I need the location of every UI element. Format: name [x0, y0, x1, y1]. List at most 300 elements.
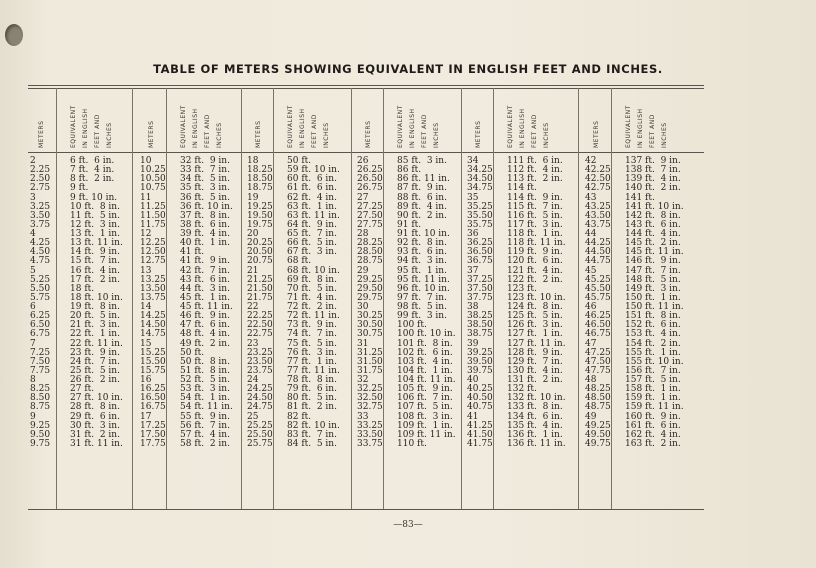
- meters-cell: 33.25: [357, 420, 383, 431]
- meters-cell: 6.25: [30, 311, 51, 322]
- equivalent-cell: 126 ft. 3 in.: [507, 320, 563, 331]
- meters-cell: 18.25: [247, 165, 273, 176]
- meters-cell: 19.75: [247, 219, 273, 230]
- equivalent-cell: 36 ft. 5 in.: [180, 192, 230, 203]
- equivalent-cell: 31 ft. 11 in.: [70, 438, 123, 449]
- meters-cell: 43.50: [585, 210, 611, 221]
- equivalent-column: [287, 157, 340, 449]
- equivalent-cell: 97 ft. 7 in.: [397, 292, 447, 303]
- equivalent-cell: 63 ft. 1 in.: [287, 201, 337, 212]
- meters-cell: 10.75: [140, 183, 166, 194]
- meters-cell: 29.75: [357, 292, 383, 303]
- meters-column: [585, 157, 611, 449]
- equivalent-cell: 21 ft. 3 in.: [70, 320, 120, 331]
- meters-cell: 43: [585, 192, 597, 203]
- equivalent-cell: 104 ft. 1 in.: [397, 365, 453, 376]
- equivalent-cell: 148 ft. 5 in.: [625, 274, 681, 285]
- equivalent-cell: 146 ft. 9 in.: [625, 256, 681, 267]
- meters-cell: 11.25: [140, 201, 166, 212]
- equivalent-column: [180, 157, 233, 449]
- group-divider: [578, 88, 579, 509]
- equivalent-cell: 157 ft. 5 in.: [625, 375, 681, 385]
- meters-cell: 23.25: [247, 347, 273, 358]
- meters-cell: 40.25: [467, 384, 493, 395]
- meters-cell: 37.75: [467, 292, 493, 303]
- equivalent-cell: 13 ft. 11 in.: [70, 238, 123, 249]
- equivalent-cell: 34 ft. 5 in.: [180, 174, 230, 185]
- meters-cell: 36.50: [467, 247, 493, 258]
- equivalent-cell: 6 ft. 6 in.: [70, 156, 115, 166]
- equivalent-cell: 122 ft. 2 in.: [507, 274, 563, 285]
- equivalent-cell: 116 ft. 5 in.: [507, 210, 563, 221]
- equivalent-cell: 83 ft. 7 in.: [287, 429, 337, 440]
- meters-cell: 38.50: [467, 320, 493, 331]
- meters-cell: 19.25: [247, 201, 273, 212]
- equivalent-cell: 67 ft. 3 in.: [287, 247, 337, 258]
- equivalent-cell: 151 ft. 8 in.: [625, 311, 681, 322]
- meters-cell: 49.25: [585, 420, 611, 431]
- equivalent-cell: 59 ft. 10 in.: [287, 165, 340, 176]
- equivalent-cell: 152 ft. 6 in.: [625, 320, 681, 331]
- equivalent-cell: 30 ft. 3 in.: [70, 420, 120, 431]
- equivalent-cell: 77 ft. 1 in.: [287, 356, 337, 367]
- equivalent-column: [625, 157, 684, 449]
- equivalent-cell: 73 ft. 9 in.: [287, 320, 337, 331]
- equivalent-cell: 39 ft. 4 in.: [180, 229, 230, 239]
- equivalent-cell: 110 ft.: [397, 438, 427, 449]
- equivalent-cell: 162 ft. 4 in.: [625, 429, 681, 440]
- group-divider: [351, 88, 352, 509]
- meters-cell: 13.50: [140, 283, 166, 294]
- meters-cell: 6: [30, 302, 36, 312]
- equivalent-cell: 149 ft. 3 in.: [625, 283, 681, 294]
- meters-cell: 14: [140, 302, 152, 312]
- equivalent-cell: 124 ft. 8 in.: [507, 302, 563, 312]
- meters-cell: 8.75: [30, 402, 51, 413]
- meters-cell: 25.50: [247, 429, 273, 440]
- meters-cell: 37.25: [467, 274, 493, 285]
- equivalent-header-label: IN ENGLISH: [192, 108, 199, 148]
- meters-cell: 44.50: [585, 247, 611, 258]
- equivalent-cell: 144 ft. 4 in.: [625, 229, 681, 239]
- meters-cell: 24.50: [247, 393, 273, 404]
- equivalent-header-label: IN ENGLISH: [519, 108, 526, 148]
- meters-cell: 48.50: [585, 393, 611, 404]
- meters-cell: 9: [30, 411, 36, 422]
- equivalent-cell: 37 ft. 8 in.: [180, 210, 230, 221]
- meters-cell: 33.50: [357, 429, 383, 440]
- equivalent-cell: 40 ft. 1 in.: [180, 238, 230, 249]
- equivalent-cell: 119 ft. 9 in.: [507, 247, 563, 258]
- equivalent-cell: 48 ft. 4 in.: [180, 329, 230, 340]
- meters-cell: 48.75: [585, 402, 611, 413]
- meters-cell: 43.75: [585, 219, 611, 230]
- equivalent-header-label: IN ENGLISH: [82, 108, 89, 148]
- equivalent-cell: 71 ft. 4 in.: [287, 292, 337, 303]
- equivalent-cell: 131 ft. 2 in.: [507, 375, 563, 385]
- meters-cell: 29.50: [357, 283, 383, 294]
- equivalent-header-label: EQUIVALENT: [180, 105, 187, 148]
- meters-cell: 42.50: [585, 174, 611, 185]
- equivalent-cell: 112 ft. 4 in.: [507, 165, 563, 176]
- meters-cell: 37: [467, 265, 479, 276]
- equivalent-cell: 103 ft. 4 in.: [397, 356, 453, 367]
- group-divider: [241, 88, 242, 509]
- meters-cell: 46.75: [585, 329, 611, 340]
- equivalent-cell: 68 ft. 10 in.: [287, 265, 340, 276]
- equivalent-cell: 43 ft. 6 in.: [180, 274, 230, 285]
- equivalent-cell: 156 ft. 7 in.: [625, 365, 681, 376]
- meters-cell: 32.50: [357, 393, 383, 404]
- equivalent-cell: 155 ft. 10 in.: [625, 356, 684, 367]
- meters-cell: 4.25: [30, 238, 51, 249]
- meters-cell: 35.50: [467, 210, 493, 221]
- meters-cell: 46.50: [585, 320, 611, 331]
- equivalent-cell: 75 ft. 5 in.: [287, 338, 337, 349]
- equivalent-cell: 19 ft. 8 in.: [70, 302, 120, 312]
- equivalent-cell: 102 ft. 6 in.: [397, 347, 453, 358]
- equivalent-cell: 14 ft. 9 in.: [70, 247, 120, 258]
- column-divider: [56, 88, 57, 509]
- meters-cell: 26.25: [357, 165, 383, 176]
- meters-cell: 31.75: [357, 365, 383, 376]
- equivalent-cell: 91 ft. 10 in.: [397, 229, 450, 239]
- meters-column: [467, 157, 493, 449]
- equivalent-cell: 27 ft. 10 in.: [70, 393, 123, 404]
- meters-cell: 28.25: [357, 238, 383, 249]
- meters-cell: 4: [30, 229, 36, 239]
- meters-cell: 4.50: [30, 247, 51, 258]
- meters-cell: 12.75: [140, 256, 166, 267]
- equivalent-cell: 32 ft. 9 in.: [180, 156, 230, 166]
- meters-cell: 19: [247, 192, 259, 203]
- equivalent-cell: 79 ft. 6 in.: [287, 384, 337, 395]
- meters-cell: 16.75: [140, 402, 166, 413]
- meters-cell: 12.25: [140, 238, 166, 249]
- equivalent-cell: 132 ft.: [507, 384, 537, 395]
- equivalent-cell: 99 ft. 3 in.: [397, 311, 447, 322]
- equivalent-cell: 25 ft. 5 in.: [70, 365, 120, 376]
- equivalent-cell: 98 ft. 5 in.: [397, 302, 447, 312]
- equivalent-cell: 49 ft. 2 in.: [180, 338, 230, 349]
- meters-cell: 2.25: [30, 165, 51, 176]
- group-divider: [132, 88, 133, 509]
- equivalent-cell: 159 ft. 11 in.: [625, 402, 684, 413]
- equivalent-header-label: INCHES: [106, 122, 113, 148]
- meters-cell: 24.25: [247, 384, 273, 395]
- equivalent-cell: 8 ft. 2 in.: [70, 174, 115, 185]
- meters-cell: 5.50: [30, 283, 51, 294]
- meters-cell: 12: [140, 229, 152, 239]
- equivalent-cell: 82 ft.: [287, 411, 312, 422]
- equivalent-cell: 77 ft. 11 in.: [287, 365, 340, 376]
- equivalent-cell: 140 ft. 2 in.: [625, 183, 681, 194]
- meters-cell: 26.75: [357, 183, 383, 194]
- equivalent-cell: 41 ft. 9 in.: [180, 256, 230, 267]
- meters-cell: 32: [357, 375, 369, 385]
- equivalent-cell: 134 ft. 6 in.: [507, 411, 563, 422]
- meters-column: [357, 157, 383, 449]
- meters-cell: 36.75: [467, 256, 493, 267]
- meters-cell: 16.50: [140, 393, 166, 404]
- column-divider: [383, 88, 384, 509]
- meters-cell: 33: [357, 411, 369, 422]
- equivalent-cell: 85 ft. 3 in.: [397, 156, 447, 166]
- meters-cell: 38.25: [467, 311, 493, 322]
- equivalent-cell: 23 ft. 9 in.: [70, 347, 120, 358]
- meters-cell: 18.75: [247, 183, 273, 194]
- equivalent-cell: 160 ft. 9 in.: [625, 411, 681, 422]
- equivalent-header-label: INCHES: [433, 122, 440, 148]
- meters-cell: 39.50: [467, 356, 493, 367]
- equivalent-cell: 123 ft.: [507, 283, 537, 294]
- equivalent-cell: 53 ft. 3 in.: [180, 384, 230, 395]
- equivalent-header-label: EQUIVALENT: [70, 105, 77, 148]
- meters-cell: 23.50: [247, 356, 273, 367]
- meters-header-label: METERS: [475, 120, 482, 148]
- equivalent-header-label: EQUIVALENT: [625, 105, 632, 148]
- meters-cell: 45.75: [585, 292, 611, 303]
- meters-cell: 49: [585, 411, 597, 422]
- equivalent-header-label: FEET AND: [649, 114, 656, 148]
- meters-cell: 31.25: [357, 347, 383, 358]
- meters-cell: 6.50: [30, 320, 51, 331]
- meters-cell: 22: [247, 302, 259, 312]
- meters-column: [140, 157, 166, 449]
- meters-cell: 39.75: [467, 365, 493, 376]
- meters-cell: 23.75: [247, 365, 273, 376]
- equivalent-cell: 96 ft. 10 in.: [397, 283, 450, 294]
- equivalent-cell: 17 ft. 2 in.: [70, 274, 120, 285]
- equivalent-cell: 22 ft. 1 in.: [70, 329, 120, 340]
- meters-cell: 9.75: [30, 438, 51, 449]
- meters-cell: 40: [467, 375, 479, 385]
- meters-column: [30, 157, 50, 449]
- equivalent-column: [70, 157, 123, 449]
- equivalent-column: [507, 157, 566, 449]
- equivalent-cell: 114 ft.: [507, 183, 537, 194]
- meters-cell: 37.50: [467, 283, 493, 294]
- equivalent-header-label: FEET AND: [204, 114, 211, 148]
- equivalent-cell: 57 ft. 4 in.: [180, 429, 230, 440]
- equivalent-cell: 120 ft. 6 in.: [507, 256, 563, 267]
- meters-cell: 22.75: [247, 329, 273, 340]
- equivalent-cell: 28 ft. 8 in.: [70, 402, 120, 413]
- equivalent-cell: 111 ft. 6 in.: [507, 156, 563, 166]
- meters-cell: 20: [247, 229, 259, 239]
- equivalent-cell: 10 ft. 8 in.: [70, 201, 120, 212]
- equivalent-header-label: INCHES: [216, 122, 223, 148]
- meters-cell: 48: [585, 375, 597, 385]
- equivalent-cell: 101 ft. 8 in.: [397, 338, 453, 349]
- meters-cell: 29.25: [357, 274, 383, 285]
- meters-cell: 7.25: [30, 347, 51, 358]
- meters-cell: 44: [585, 229, 597, 239]
- meters-cell: 45.50: [585, 283, 611, 294]
- meters-cell: 40.50: [467, 393, 493, 404]
- group-divider: [461, 88, 462, 509]
- meters-cell: 35.75: [467, 219, 493, 230]
- equivalent-cell: 45 ft. 1 in.: [180, 292, 230, 303]
- meters-cell: 30.25: [357, 311, 383, 322]
- equivalent-header-label: EQUIVALENT: [287, 105, 294, 148]
- meters-cell: 21.75: [247, 292, 273, 303]
- equivalent-cell: 86 ft.: [397, 165, 422, 176]
- equivalent-cell: 106 ft. 7 in.: [397, 393, 453, 404]
- meters-cell: 20.25: [247, 238, 273, 249]
- meters-cell: 31.50: [357, 356, 383, 367]
- equivalent-cell: 100 ft. 10 in.: [397, 329, 456, 340]
- meters-cell: 17: [140, 411, 152, 422]
- equivalent-cell: 147 ft. 7 in.: [625, 265, 681, 276]
- meters-cell: 9.25: [30, 420, 51, 431]
- equivalent-cell: 95 ft. 1 in.: [397, 265, 447, 276]
- equivalent-cell: 139 ft. 4 in.: [625, 174, 681, 185]
- equivalent-cell: 50 ft.: [180, 347, 205, 358]
- meters-cell: 46.25: [585, 311, 611, 322]
- meters-cell: 32.75: [357, 402, 383, 413]
- equivalent-cell: 94 ft. 3 in.: [397, 256, 447, 267]
- equivalent-cell: 50 ft. 8 in.: [180, 356, 230, 367]
- equivalent-cell: 24 ft. 7 in.: [70, 356, 120, 367]
- meters-cell: 14.75: [140, 329, 166, 340]
- equivalent-header-label: FEET AND: [311, 114, 318, 148]
- equivalent-cell: 45 ft. 11 in.: [180, 302, 233, 312]
- meters-cell: 41.75: [467, 438, 493, 449]
- meters-cell: 41.25: [467, 420, 493, 431]
- meters-cell: 34.25: [467, 165, 493, 176]
- meters-cell: 4.75: [30, 256, 51, 267]
- equivalent-cell: 143 ft. 6 in.: [625, 219, 681, 230]
- meters-cell: 44.25: [585, 238, 611, 249]
- equivalent-cell: 150 ft. 1 in.: [625, 292, 681, 303]
- equivalent-cell: 84 ft. 5 in.: [287, 438, 337, 449]
- equivalent-cell: 91 ft.: [397, 219, 422, 230]
- meters-cell: 34.75: [467, 183, 493, 194]
- equivalent-cell: 50 ft.: [287, 156, 312, 166]
- meters-header-label: METERS: [593, 120, 600, 148]
- equivalent-cell: 74 ft. 7 in.: [287, 329, 337, 340]
- equivalent-cell: 33 ft. 7 in.: [180, 165, 230, 176]
- meters-header-label: METERS: [38, 120, 45, 148]
- meters-cell: 13.25: [140, 274, 166, 285]
- equivalent-cell: 107 ft. 5 in.: [397, 402, 453, 413]
- equivalent-cell: 62 ft. 4 in.: [287, 192, 337, 203]
- equivalent-cell: 64 ft. 9 in.: [287, 219, 337, 230]
- meters-cell: 38.75: [467, 329, 493, 340]
- meters-cell: 47: [585, 338, 597, 349]
- meters-cell: 43.25: [585, 201, 611, 212]
- equivalent-cell: 82 ft. 10 in.: [287, 420, 340, 431]
- meters-cell: 28.75: [357, 256, 383, 267]
- equivalent-cell: 108 ft. 3 in.: [397, 411, 453, 422]
- column-divider: [166, 88, 167, 509]
- meters-cell: 27.75: [357, 219, 383, 230]
- equivalent-header-label: IN ENGLISH: [637, 108, 644, 148]
- meters-cell: 32.25: [357, 384, 383, 395]
- equivalent-cell: 129 ft. 7 in.: [507, 356, 563, 367]
- equivalent-cell: 86 ft. 11 in.: [397, 174, 450, 185]
- meters-cell: 35.25: [467, 201, 493, 212]
- meters-cell: 17.50: [140, 429, 166, 440]
- equivalent-cell: 163 ft. 2 in.: [625, 438, 681, 449]
- equivalent-header-label: IN ENGLISH: [409, 108, 416, 148]
- meters-cell: 8.25: [30, 384, 51, 395]
- meters-cell: 17.75: [140, 438, 166, 449]
- equivalent-cell: 137 ft. 9 in.: [625, 156, 681, 166]
- equivalent-cell: 72 ft. 2 in.: [287, 302, 337, 312]
- equivalent-cell: 47 ft. 6 in.: [180, 320, 230, 331]
- meters-cell: 21.25: [247, 274, 273, 285]
- meters-cell: 13.75: [140, 292, 166, 303]
- meters-cell: 5.25: [30, 274, 51, 285]
- equivalent-cell: 127 ft. 11 in.: [507, 338, 566, 349]
- equivalent-cell: 109 ft. 1 in.: [397, 420, 453, 431]
- meters-cell: 5: [30, 265, 36, 276]
- equivalent-cell: 141 ft. 10 in.: [625, 201, 684, 212]
- meters-cell: 39.25: [467, 347, 493, 358]
- equivalent-cell: 135 ft. 4 in.: [507, 420, 563, 431]
- header-rule: [28, 152, 704, 153]
- meters-cell: 3: [30, 192, 36, 203]
- equivalent-cell: 31 ft. 2 in.: [70, 429, 120, 440]
- equivalent-cell: 42 ft. 7 in.: [180, 265, 230, 276]
- meters-cell: 8.50: [30, 393, 51, 404]
- equivalent-cell: 127 ft. 1 in.: [507, 329, 563, 340]
- equivalent-cell: 133 ft. 8 in.: [507, 402, 563, 413]
- equivalent-cell: 121 ft. 4 in.: [507, 265, 563, 276]
- meters-cell: 15.75: [140, 365, 166, 376]
- bottom-rule: [28, 509, 704, 510]
- equivalent-cell: 70 ft. 5 in.: [287, 283, 337, 294]
- meters-cell: 3.25: [30, 201, 51, 212]
- equivalent-cell: 52 ft. 5 in.: [180, 375, 230, 385]
- meters-cell: 42.25: [585, 165, 611, 176]
- meters-cell: 36: [467, 229, 479, 239]
- equivalent-cell: 90 ft. 2 in.: [397, 210, 447, 221]
- meters-cell: 3.75: [30, 219, 51, 230]
- meters-cell: 2.75: [30, 183, 51, 194]
- equivalent-cell: 22 ft. 11 in.: [70, 338, 123, 349]
- equivalent-cell: 105 ft. 9 in.: [397, 384, 453, 395]
- equivalent-cell: 38 ft. 6 in.: [180, 219, 230, 230]
- meters-cell: 28.50: [357, 247, 383, 258]
- meters-cell: 48.25: [585, 384, 611, 395]
- meters-cell: 11.75: [140, 219, 166, 230]
- meters-cell: 7: [30, 338, 36, 349]
- meters-cell: 26.50: [357, 174, 383, 185]
- meters-cell: 45: [585, 265, 597, 276]
- meters-cell: 47.50: [585, 356, 611, 367]
- column-divider: [611, 88, 612, 509]
- equivalent-cell: 29 ft. 6 in.: [70, 411, 120, 422]
- equivalent-header-label: INCHES: [323, 122, 330, 148]
- meters-cell: 24.75: [247, 402, 273, 413]
- equivalent-cell: 128 ft. 9 in.: [507, 347, 563, 358]
- meters-cell: 17.25: [140, 420, 166, 431]
- equivalent-cell: 65 ft. 7 in.: [287, 229, 337, 239]
- meters-cell: 12.50: [140, 247, 166, 258]
- equivalent-cell: 88 ft. 6 in.: [397, 192, 447, 203]
- meters-cell: 41.50: [467, 429, 493, 440]
- equivalent-header-label: FEET AND: [94, 114, 101, 148]
- equivalent-cell: 92 ft. 8 in.: [397, 238, 447, 249]
- equivalent-cell: 153 ft. 4 in.: [625, 329, 681, 340]
- meters-cell: 34.50: [467, 174, 493, 185]
- equivalent-cell: 118 ft. 1 in.: [507, 229, 563, 239]
- equivalent-cell: 72 ft. 11 in.: [287, 311, 340, 322]
- equivalent-cell: 80 ft. 5 in.: [287, 393, 337, 404]
